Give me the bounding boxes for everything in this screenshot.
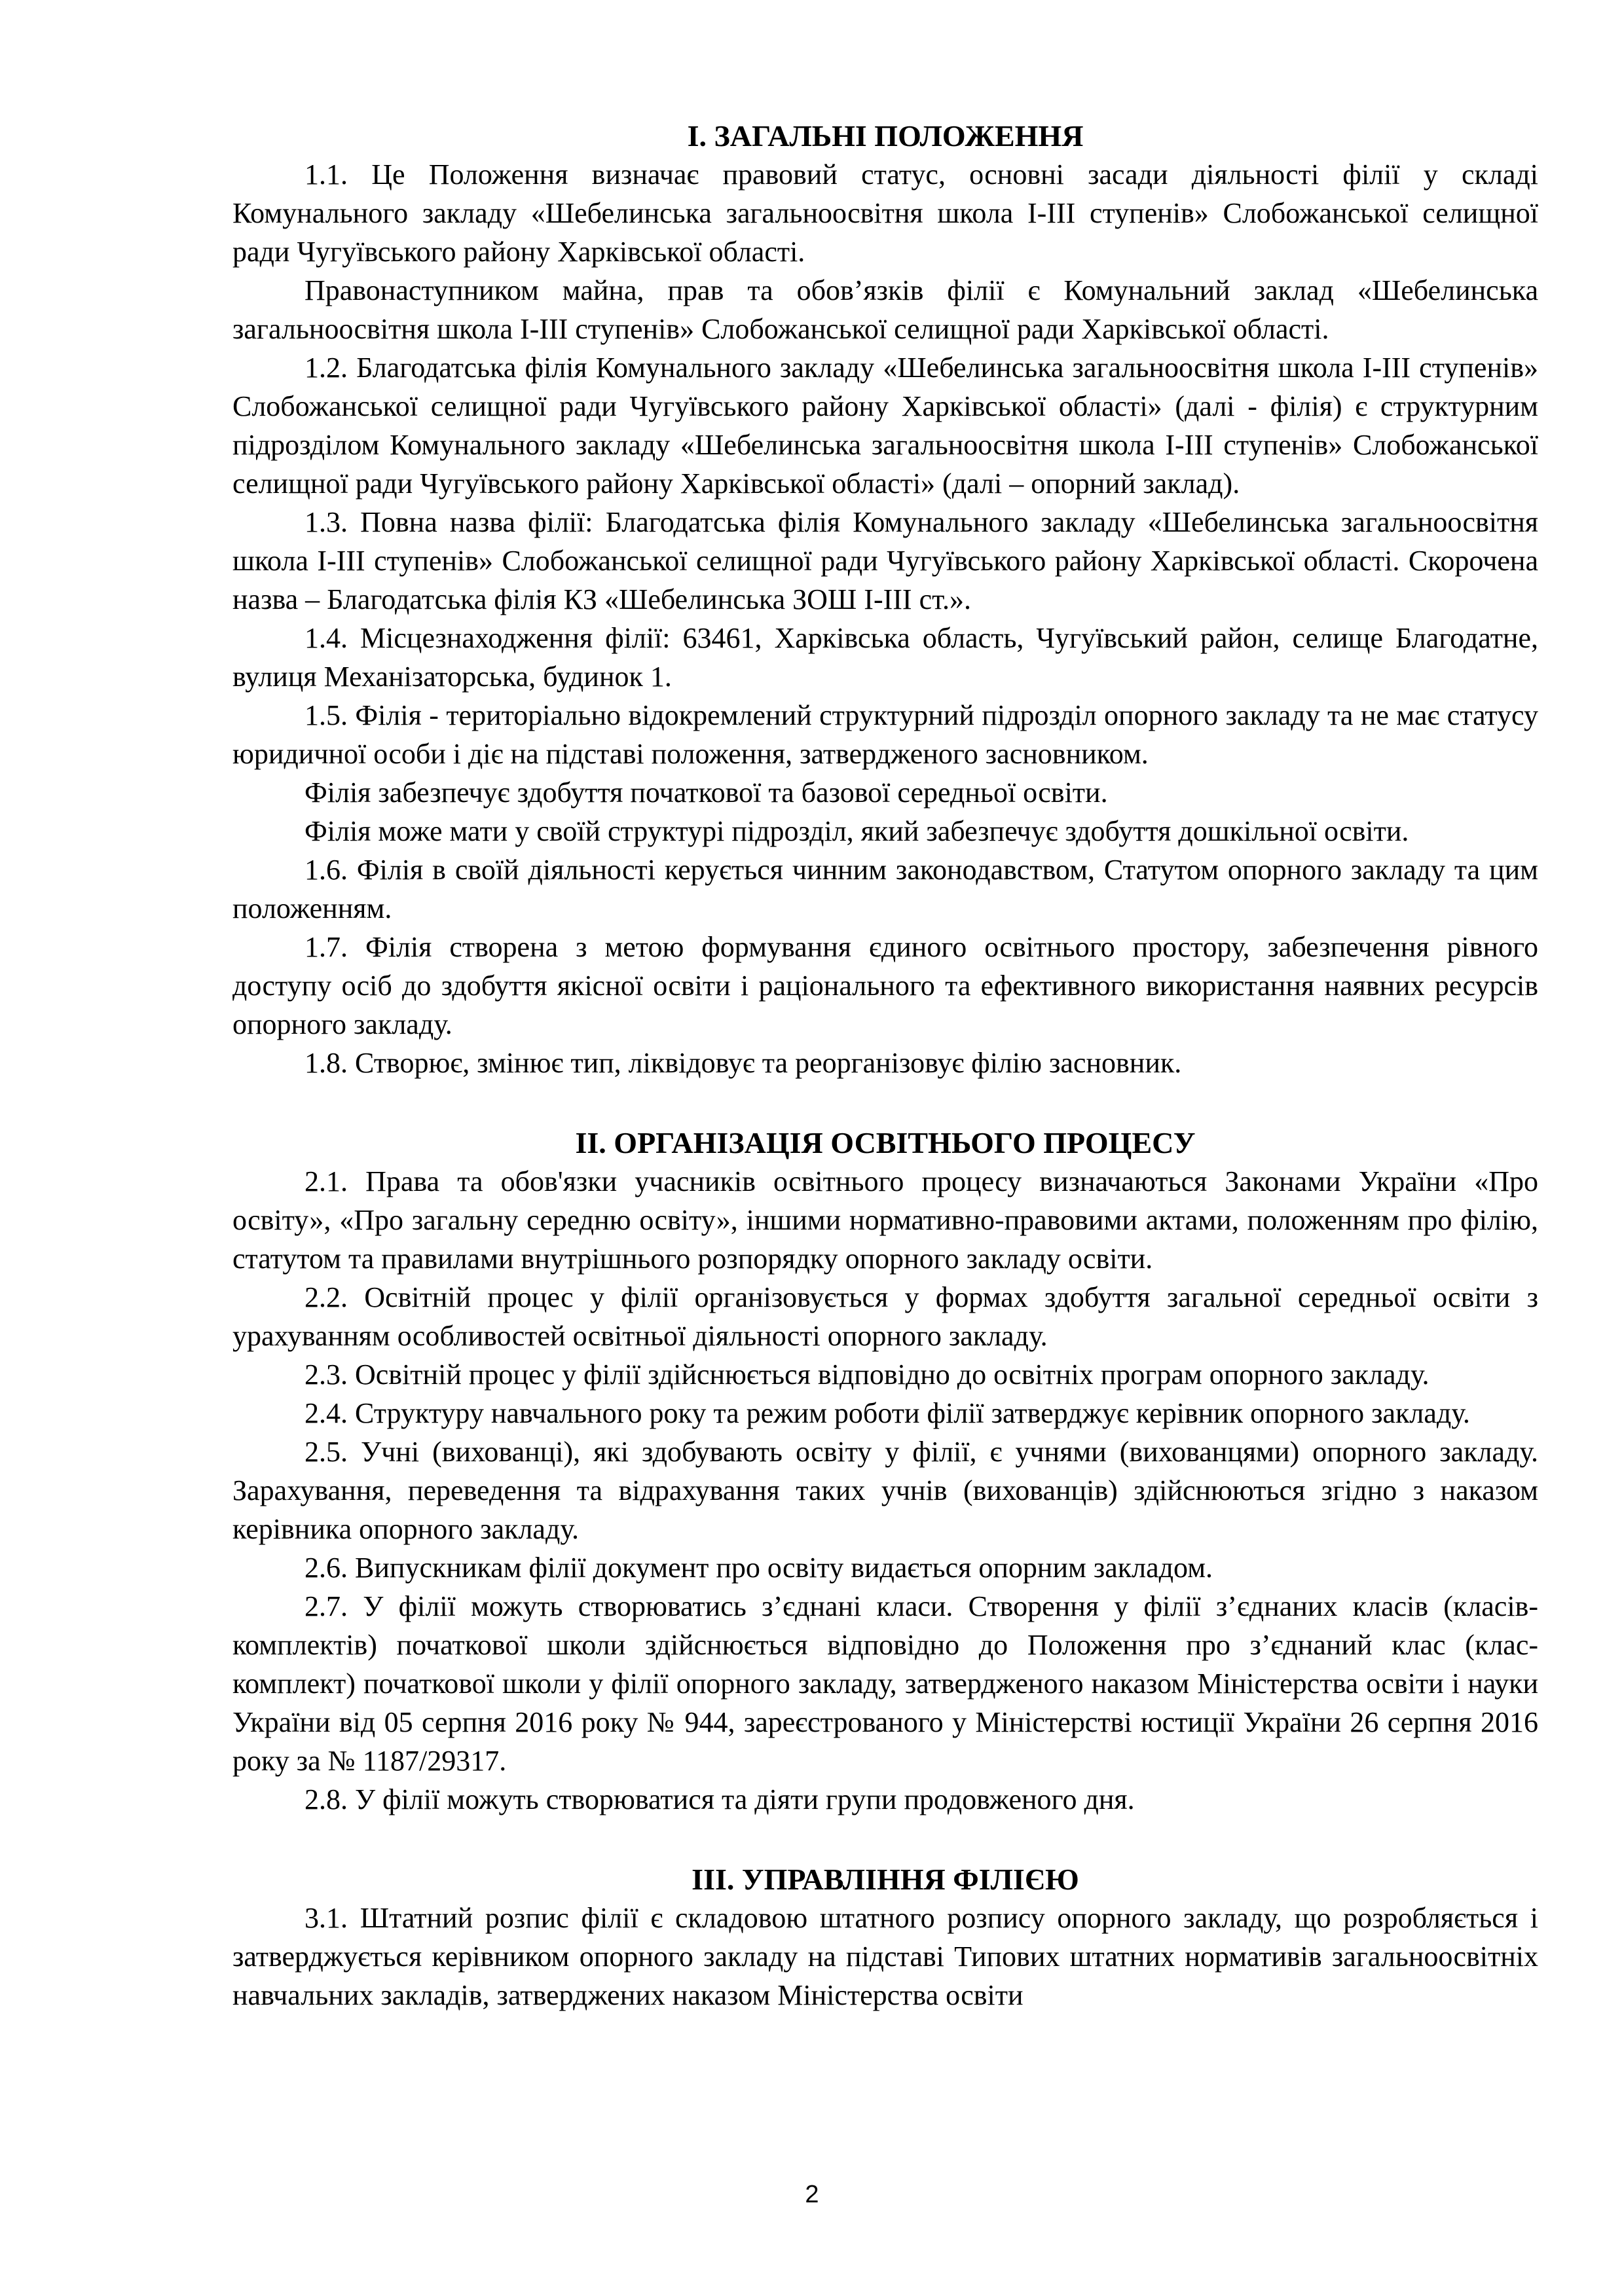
section-general-provisions xyxy=(232,117,1538,1082)
section-heading: I. ЗАГАЛЬНІ ПОЛОЖЕННЯ xyxy=(687,119,1084,153)
paragraph: 2.2. Освітній процес у філії організовується у формах здобуття загальної середньої освіти з урахуванням особливостей освітньої діяльності опорного закладу. xyxy=(232,1281,1538,1352)
paragraph: Філія може мати у своїй структурі підрозділ, який забезпечує здобуття дошкільної освіти. xyxy=(304,815,1409,847)
paragraph: 2.3. Освітній процес у філії здійснюється відповідно до освітніх програм опорного закладу. xyxy=(304,1358,1430,1391)
paragraph: 2.1. Права та обов'язки учасників освітнього процесу визначаються Законами України «Про освіту», «Про загальну середню освіту», іншими нормативно-правовими актами, положенням про філію, статутом та правилами внутрішнього розпорядку опорного закладу освіти. xyxy=(232,1165,1538,1275)
paragraph: 1.6. Філія в своїй діяльності керується чинним законодавством, Статутом опорного закладу та цим положенням. xyxy=(232,854,1538,924)
paragraph: Філія забезпечує здобуття початкової та базової середньої освіти. xyxy=(304,776,1108,809)
section-heading: ІІ. ОРГАНІЗАЦІЯ ОСВІТНЬОГО ПРОЦЕСУ xyxy=(575,1126,1196,1159)
paragraph: 1.1. Це Положення визначає правовий статус, основні засади діяльності філії у складі Комунального закладу «Шебелинська загальноосвітня школа І-ІІІ ступенів» Слобожанської селищної ради Чугуївського району Харківської області. xyxy=(232,158,1538,268)
section-heading: ІІІ. УПРАВЛІННЯ ФІЛІЄЮ xyxy=(692,1863,1079,1896)
document-page xyxy=(232,117,1538,2014)
paragraph: 1.7. Філія створена з метою формування єдиного освітнього простору, забезпечення рівного доступу осіб до здобуття якісної освіти і раціонального та ефективного використання наявних ресурсів опорного закладу. xyxy=(232,931,1538,1040)
paragraph: 2.5. Учні (вихованці), які здобувають освіту у філії, є учнями (вихованцями) опорного закладу. Зарахування, переведення та відрахування таких учнів (вихованців) здійснюються згідно з наказом керівника опорного закладу. xyxy=(232,1436,1538,1545)
paragraph: 3.1. Штатний розпис філії є складовою штатного розпису опорного закладу, що розробляється і затверджується керівником опорного закладу на підставі Типових штатних нормативів загальноосвітніх навчальних закладів, затверджених наказом Міністерства освіти xyxy=(232,1902,1538,2011)
paragraph: 1.8. Створює, змінює тип, ліквідовує та реорганізовує філію засновник. xyxy=(304,1047,1182,1079)
paragraph: 1.5. Філія - територіально відокремлений структурний підрозділ опорного закладу та не має статусу юридичної особи і діє на підставі положення, затвердженого засновником. xyxy=(232,699,1538,770)
section-branch-management xyxy=(232,1860,1538,2014)
paragraph: Правонаступником майна, прав та обов’язків філії є Комунальний заклад «Шебелинська загальноосвітня школа І-ІІІ ступенів» Слобожанської селищної ради Харківської області. xyxy=(232,274,1538,345)
paragraph: 2.4. Структуру навчального року та режим роботи філії затверджує керівник опорного закладу. xyxy=(304,1397,1470,1429)
paragraph: 1.2. Благодатська філія Комунального закладу «Шебелинська загальноосвітня школа І-ІІІ ступенів» Слобожанської селищної ради Чугуївського району Харківської області» (далі - філія) є структурним підрозділом Комунального закладу «Шебелинська загальноосвітня школа І-ІІІ ступенів» Слобожанської селищної ради Чугуївського району Харківської області» (далі – опорний заклад). xyxy=(232,352,1538,500)
paragraph: 2.7. У філії можуть створюватись з’єднані класи. Створення у філії з’єднаних класів (класів-комплектів) початкової школи здійснюється відповідно до Положення про з’єднаний клас (клас-комплект) початкової школи у філії опорного закладу, затвердженого наказом Міністерства освіти і науки України від 05 серпня 2016 року № 944, зареєстрованого у Міністерстві юстиції України 26 серпня 2016 року за № 1187/29317. xyxy=(232,1590,1538,1777)
section-educational-process xyxy=(232,1123,1538,1819)
paragraph: 2.6. Випускникам філії документ про освіту видається опорним закладом. xyxy=(304,1552,1213,1584)
page-number: 2 xyxy=(805,2181,819,2208)
paragraph: 1.4. Місцезнаходження філії: 63461, Харківська область, Чугуївський район, селище Благодатне, вулиця Механізаторська, будинок 1. xyxy=(232,622,1538,693)
paragraph: 1.3. Повна назва філії: Благодатська філія Комунального закладу «Шебелинська загальноосвітня школа І-ІІІ ступенів» Слобожанської селищної ради Чугуївського району Харківської області. Скорочена назва – Благодатська філія КЗ «Шебелинська ЗОШ І-ІІІ ст.». xyxy=(232,506,1538,615)
paragraph: 2.8. У філії можуть створюватися та діяти групи продовженого дня. xyxy=(304,1783,1135,1815)
